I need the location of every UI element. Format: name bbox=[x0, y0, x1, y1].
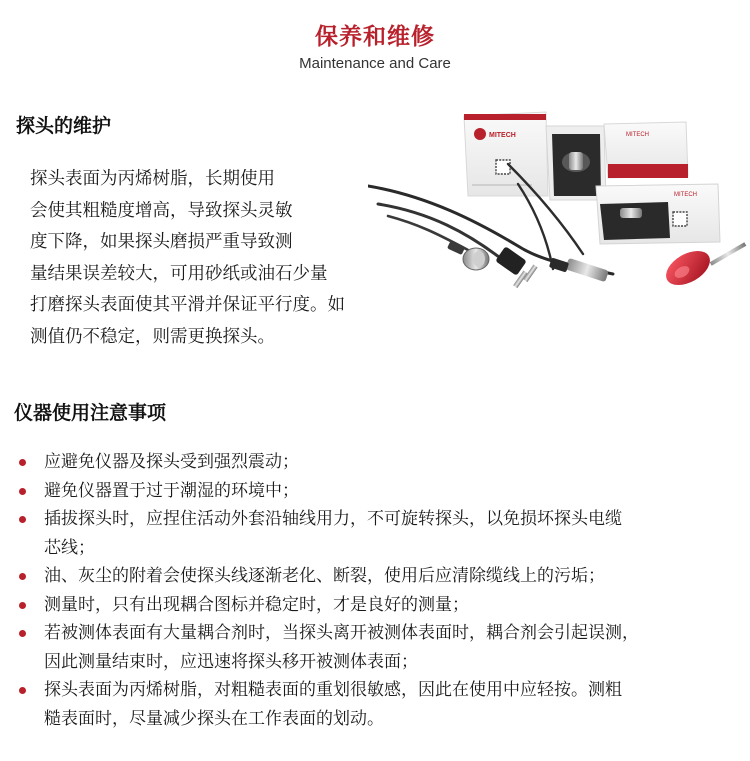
probe-box-small bbox=[604, 122, 688, 178]
list-item bbox=[14, 477, 742, 506]
probe-box-large bbox=[464, 112, 548, 196]
lemo-connector-icon bbox=[549, 257, 609, 282]
page-title: 保养和维修 bbox=[315, 24, 435, 50]
product-photo bbox=[368, 104, 748, 304]
list-item bbox=[14, 562, 742, 591]
paragraph-line: 测值仍不稳定，则需更换探头。 bbox=[30, 326, 275, 347]
box-brand-label: MITECH bbox=[489, 132, 516, 139]
bullet-dot-icon bbox=[19, 573, 26, 580]
qr-code-icon bbox=[496, 160, 510, 174]
usage-notes-list bbox=[14, 448, 742, 733]
probe-maintenance-heading: 探头的维护 bbox=[16, 115, 112, 137]
page-subtitle: Maintenance and Care bbox=[299, 55, 451, 72]
brand-logo-icon bbox=[474, 128, 486, 140]
list-item bbox=[14, 591, 742, 620]
paragraph-line: 会使其粗糙度增高，导致探头灵敏 bbox=[30, 200, 293, 221]
list-item-line: 芯线； bbox=[44, 537, 95, 558]
bullet-dot-icon bbox=[19, 630, 26, 637]
screwdriver-icon bbox=[660, 242, 746, 292]
list-item bbox=[14, 505, 742, 562]
list-item-line: 因此测量结束时，应迅速将探头移开被测体表面； bbox=[44, 651, 418, 672]
bullet-dot-icon bbox=[19, 488, 26, 495]
list-item-line: 油、灰尘的附着会使探头线逐渐老化、断裂，使用后应清除缆线上的污垢； bbox=[44, 566, 605, 586]
list-item-line: 避免仪器置于过于潮湿的环境中； bbox=[44, 480, 299, 501]
svg-text:MITECH: MITECH bbox=[674, 192, 697, 198]
probe-tray-box bbox=[596, 184, 720, 244]
list-item-line: 探头表面为丙烯树脂，对粗糙表面的重划很敏感，因此在使用中应轻按。测粗 bbox=[44, 680, 622, 700]
list-item-line: 糙表面时，尽量减少探头在工作表面的划动。 bbox=[44, 708, 384, 729]
bullet-dot-icon bbox=[19, 459, 26, 466]
list-item bbox=[14, 448, 742, 477]
paragraph-line: 度下降，如果探头磨损严重导致测 bbox=[30, 232, 293, 252]
probe-maintenance-paragraph bbox=[30, 164, 400, 353]
box-brand-label-2: MITECH bbox=[626, 132, 649, 138]
paragraph-line: 量结果误差较大，可用砂纸或油石少量 bbox=[30, 263, 328, 284]
bullet-dot-icon bbox=[19, 687, 26, 694]
list-item-line: 应避免仪器及探头受到强烈震动； bbox=[44, 452, 299, 472]
usage-notes-heading: 仪器使用注意事项 bbox=[14, 402, 167, 424]
list-item-line: 若被测体表面有大量耦合剂时，当探头离开被测体表面时，耦合剂会引起误测， bbox=[44, 623, 639, 643]
list-item-line: 测量时，只有出现耦合图标并稳定时，才是良好的测量； bbox=[44, 594, 469, 615]
paragraph-line: 打磨探头表面使其平滑并保证平行度。如 bbox=[30, 295, 345, 315]
list-item bbox=[14, 676, 742, 733]
paragraph-line: 探头表面为丙烯树脂，长期使用 bbox=[30, 169, 275, 189]
page-header bbox=[0, 22, 750, 74]
list-item-line: 插拔探头时，应捏住活动外套沿轴线用力，不可旋转探头，以免损坏探头电缆 bbox=[44, 509, 622, 529]
bullet-dot-icon bbox=[19, 516, 26, 523]
bullet-dot-icon bbox=[19, 602, 26, 609]
list-item bbox=[14, 619, 742, 676]
